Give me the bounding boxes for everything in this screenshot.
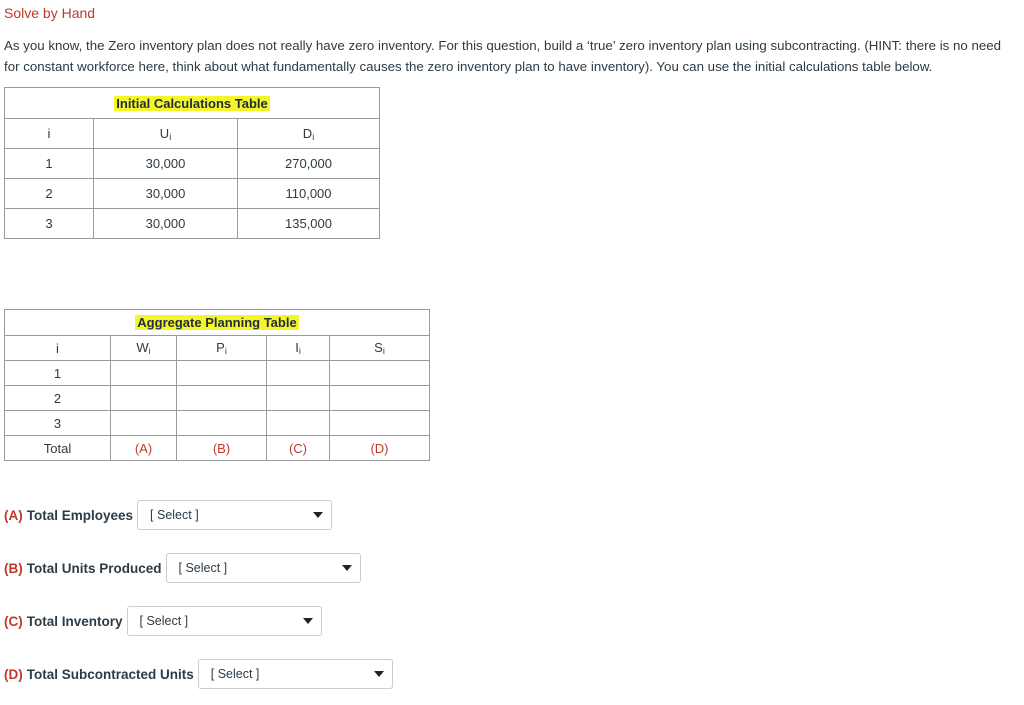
cell-u: 30,000 — [94, 179, 238, 209]
cell-d: 270,000 — [238, 149, 380, 179]
table-row — [5, 361, 430, 386]
cell-p — [177, 411, 267, 436]
header-inv: $I_i$ — [267, 336, 330, 361]
cell-s — [330, 386, 430, 411]
chevron-down-icon — [313, 512, 323, 518]
initial-table-title-cell — [5, 88, 380, 119]
question-label: Total Subcontracted Units — [26, 666, 194, 682]
chevron-down-icon — [303, 618, 313, 624]
question-letter: (A) — [4, 507, 23, 523]
header-p: $P_i$ — [177, 336, 267, 361]
total-p: (B) — [177, 436, 267, 461]
total-employees-select[interactable] — [137, 500, 332, 530]
table-row — [5, 149, 380, 179]
initial-calculations-table — [4, 87, 380, 239]
initial-table-title: Initial Calculations Table — [116, 95, 268, 111]
header-i: i — [5, 336, 111, 361]
chevron-down-icon — [374, 671, 384, 677]
chevron-down-icon — [342, 565, 352, 571]
total-subcontracted-units-select[interactable] — [198, 659, 393, 689]
cell-i: 3 — [5, 209, 94, 239]
select-value: [ Select ] — [150, 508, 199, 522]
cell-w — [111, 386, 177, 411]
select-value: [ Select ] — [210, 667, 260, 681]
question-letter: (B) — [4, 560, 23, 576]
header-u: $U_i$ — [94, 119, 238, 149]
question-label: Total Units Produced — [26, 560, 162, 576]
cell-u: 30,000 — [94, 209, 238, 239]
cell-p — [177, 386, 267, 411]
question-b — [4, 553, 361, 583]
aggregate-table-title-cell — [5, 310, 430, 336]
aggregate-table-title: Aggregate Planning Table — [137, 315, 297, 330]
cell-p — [177, 361, 267, 386]
question-a — [4, 500, 332, 530]
cell-inv — [267, 361, 330, 386]
header-s: $S_i$ — [330, 336, 430, 361]
table-row — [5, 209, 380, 239]
table-row — [5, 411, 430, 436]
table-row — [5, 386, 430, 411]
cell-i: 2 — [5, 179, 94, 209]
header-i: i — [5, 119, 94, 149]
select-value: [ Select ] — [178, 561, 228, 575]
cell-i: 2 — [5, 386, 111, 411]
cell-d: 110,000 — [238, 179, 380, 209]
question-c — [4, 606, 322, 636]
aggregate-planning-table — [4, 309, 430, 461]
question-d — [4, 659, 393, 689]
page-heading: Solve by Hand — [4, 5, 96, 21]
cell-w — [111, 361, 177, 386]
table-row — [5, 179, 380, 209]
cell-d: 135,000 — [238, 209, 380, 239]
cell-s — [330, 361, 430, 386]
question-letter: (D) — [4, 666, 23, 682]
question-letter: (C) — [4, 613, 23, 629]
cell-i: 1 — [5, 361, 111, 386]
table-row-total — [5, 436, 430, 461]
total-w: (A) — [111, 436, 177, 461]
select-value: [ Select ] — [139, 614, 189, 628]
cell-s — [330, 411, 430, 436]
cell-inv — [267, 411, 330, 436]
header-d: $D_i$ — [238, 119, 380, 149]
question-text: As you know, the Zero inventory plan does not really have zero inventory. For this question, build a ‘true’ zero inventory plan using subcontracting. (HINT: there is no need for constant workforce here, think about what fundamentally causes the zero inventory plan to have inventory). You can use the initial calculations table below. — [4, 38, 1002, 74]
cell-i: 3 — [5, 411, 111, 436]
cell-w — [111, 411, 177, 436]
question-label: Total Inventory — [26, 613, 123, 629]
cell-inv — [267, 386, 330, 411]
total-inv: (C) — [267, 436, 330, 461]
total-s: (D) — [330, 436, 430, 461]
cell-u: 30,000 — [94, 149, 238, 179]
header-w: $W_i$ — [111, 336, 177, 361]
total-label: Total — [5, 436, 111, 461]
question-label: Total Employees — [26, 507, 134, 523]
cell-i: 1 — [5, 149, 94, 179]
total-units-produced-select[interactable] — [166, 553, 361, 583]
total-inventory-select[interactable] — [127, 606, 322, 636]
